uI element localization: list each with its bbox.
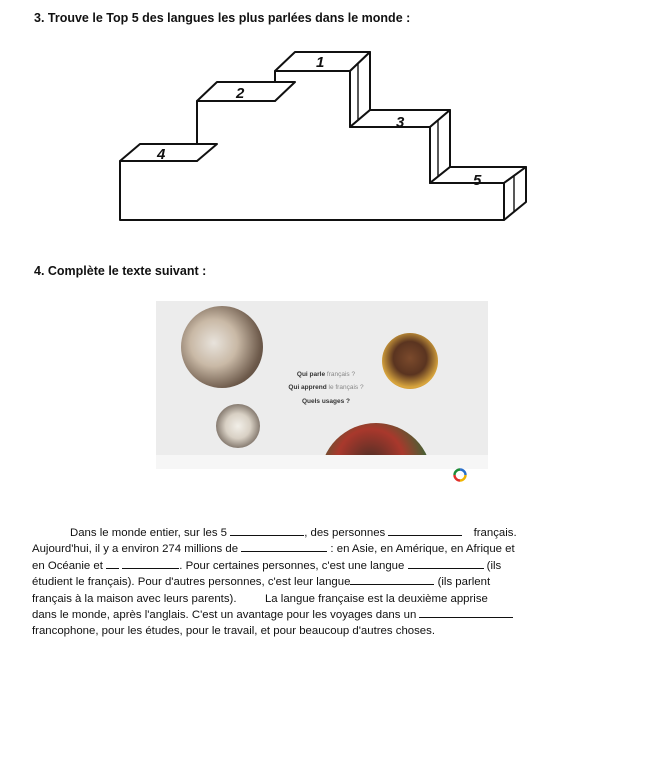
blank-3[interactable]	[241, 541, 327, 552]
logo-ring-icon	[452, 467, 468, 483]
section-4-title: 4. Complète le texte suivant :	[34, 264, 207, 278]
photo-circle-group	[181, 306, 263, 388]
blank-6[interactable]	[350, 574, 434, 585]
blank-1[interactable]	[230, 525, 304, 536]
photo-circle-woman	[382, 333, 438, 389]
question-who-speaks: Qui parle français ?	[296, 371, 356, 378]
blank-7[interactable]	[419, 607, 513, 618]
photo-circle-pair	[216, 404, 260, 448]
question-uses: Quels usages ?	[301, 398, 351, 405]
section-3-title: 3. Trouve le Top 5 des langues les plus parlées dans le monde :	[34, 11, 411, 25]
rank-5-label: 5	[473, 172, 482, 189]
blank-2[interactable]	[388, 525, 462, 536]
podium-diagram	[112, 46, 532, 226]
blank-4b[interactable]	[122, 558, 179, 569]
rank-3-label: 3	[396, 114, 405, 131]
rank-4-label: 4	[157, 146, 166, 163]
rank-2-label: 2	[236, 85, 245, 102]
question-who-learns: Qui apprend le français ?	[288, 384, 364, 391]
rank-1-label: 1	[316, 54, 325, 71]
blank-5[interactable]	[408, 558, 484, 569]
francophonie-illustration	[156, 301, 488, 469]
blank-4a[interactable]	[106, 558, 119, 569]
fill-in-paragraph: Dans le monde entier, sur les 5 , des personnes français. Aujourd'hui, il y a environ 274 millions de : en Asie, en Amérique, en Afrique et en Océanie et . Pour certaines personnes, c'est une langue (ils étudient le français). Pour d'autres personnes, c'est leur langue (ils parlent français à la maison avec leurs parents). La langue française est la deuxième apprise dans le monde, après l'anglais. C'est un avantage pour les voyages dans un francophone, pour les études, pour le travail, et pour beaucoup d'autres choses.	[32, 527, 517, 638]
